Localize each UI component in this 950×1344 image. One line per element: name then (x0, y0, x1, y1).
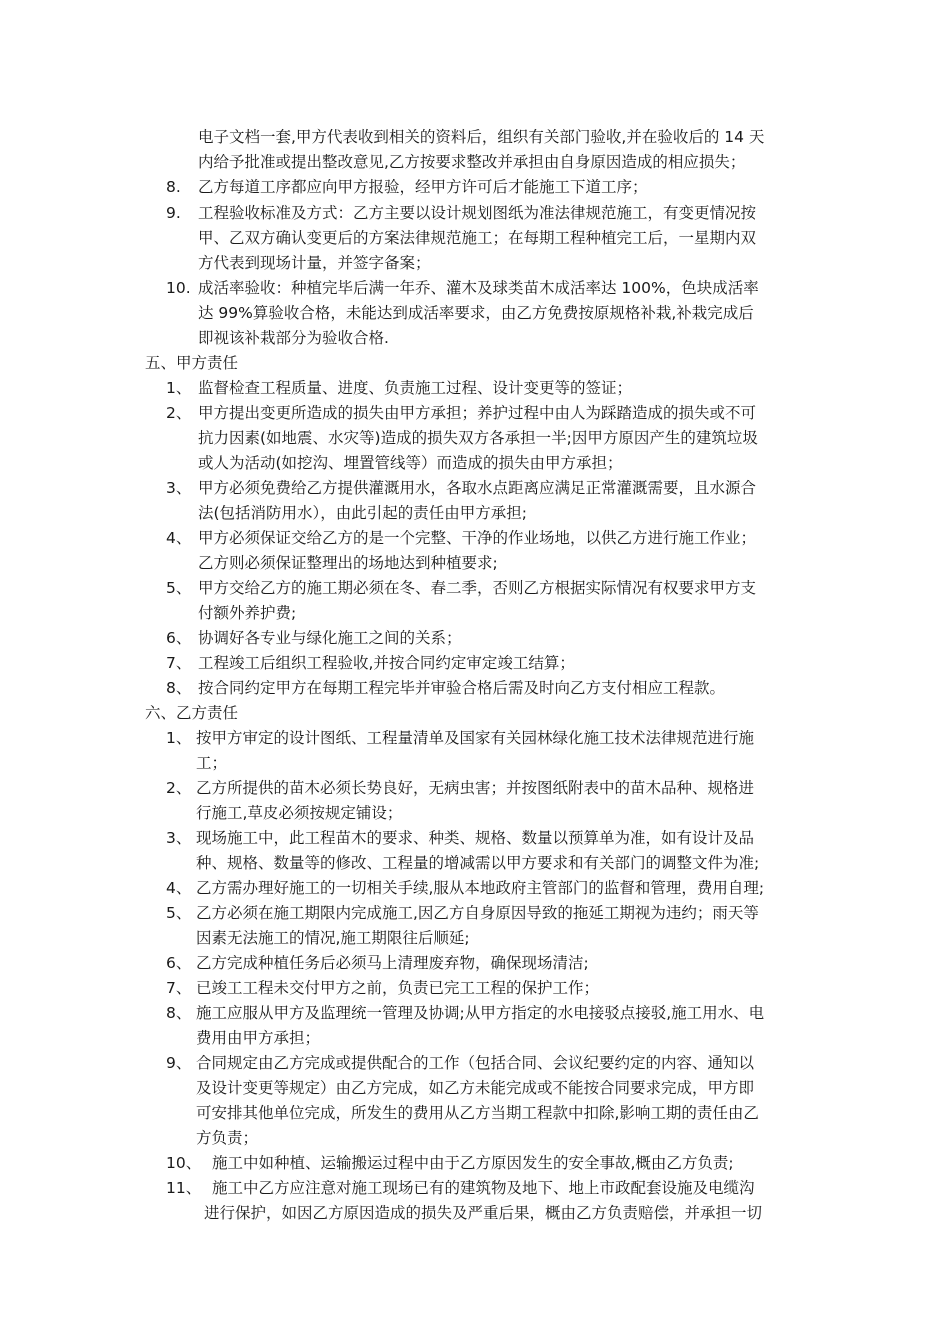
list-item-number: 9、 (166, 1054, 192, 1072)
list-item-text: 费用由甲方承担； (196, 1029, 321, 1047)
list-item-number: 10. (166, 279, 191, 297)
list-item-text: 施工中如种植、运输搬运过程中由于乙方原因发生的安全事故,概由乙方负责; (212, 1154, 734, 1172)
list-item-text: 行施工,草皮必须按规定铺设； (196, 804, 403, 822)
list-item-text: 工程验收标准及方式：乙方主要以设计规划图纸为准法律规范施工，有变更情况按 (198, 204, 757, 222)
list-item-text: 法(包括消防用水），由此引起的责任由甲方承担; (198, 504, 528, 522)
list-item-text: 工程竣工后组织工程验收,并按合同约定审定竣工结算； (198, 654, 575, 672)
list-item-text: 合同规定由乙方完成或提供配合的工作（包括合同、会议纪要约定的内容、通知以 (196, 1054, 755, 1072)
paragraph-line: 电子文档一套,甲方代表收到相关的资料后，组织有关部门验收,并在验收后的 14 天 (198, 128, 765, 146)
list-item-number: 4、 (166, 879, 192, 897)
list-item-text: 现场施工中，此工程苗木的要求、种类、规格、数量以预算单为准，如有设计及品 (196, 829, 755, 847)
list-item-text: 施工中乙方应注意对施工现场已有的建筑物及地下、地上市政配套设施及电缆沟 (212, 1179, 755, 1197)
list-item-number: 1、 (166, 379, 192, 397)
list-item-text: 进行保护，如因乙方原因造成的损失及严重后果，概由乙方负责赔偿，并承担一切 (204, 1204, 763, 1222)
list-item-text: 协调好各专业与绿化施工之间的关系； (198, 629, 462, 647)
list-item-text: 乙方完成种植任务后必须马上清理废弃物，确保现场清洁; (196, 954, 589, 972)
list-item-text: 甲方必须保证交给乙方的是一个完整、干净的作业场地，以供乙方进行施工作业； (198, 529, 757, 547)
list-item-number: 6、 (166, 629, 192, 647)
list-item-text: 甲方交给乙方的施工期必须在冬、春二季，否则乙方根据实际情况有权要求甲方支 (198, 579, 757, 597)
list-item-number: 7、 (166, 654, 192, 672)
list-item-number: 4、 (166, 529, 192, 547)
list-item-text: 种、规格、数量等的修改、工程量的增减需以甲方要求和有关部门的调整文件为准; (196, 854, 760, 872)
list-item-text: 因素无法施工的情况,施工期限往后顺延; (196, 929, 470, 947)
list-item-text: 及设计变更等规定）由乙方完成，如乙方未能完成或不能按合同要求完成，甲方即 (196, 1079, 755, 1097)
list-item-number: 8、 (166, 679, 192, 697)
list-item-text: 付额外养护费; (198, 604, 297, 622)
list-item-number: 3、 (166, 479, 192, 497)
list-item-text: 甲方提出变更所造成的损失由甲方承担；养护过程中由人为踩踏造成的损失或不可 (198, 404, 757, 422)
list-item-text: 可安排其他单位完成，所发生的费用从乙方当期工程款中扣除,影响工期的责任由乙 (196, 1104, 759, 1122)
list-item-text: 工； (196, 754, 228, 772)
list-item-number: 6、 (166, 954, 192, 972)
paragraph-line: 内给予批准或提出整改意见,乙方按要求整改并承担由自身原因造成的相应损失； (198, 153, 746, 171)
list-item-text: 或人为活动(如挖沟、埋置管线等）而造成的损失由甲方承担； (198, 454, 623, 472)
list-item-text: 监督检查工程质量、进度、负责施工过程、设计变更等的签证； (198, 379, 633, 397)
list-item-text: 方负责； (196, 1129, 259, 1147)
list-item-number: 1、 (166, 729, 192, 747)
list-item-text: 成活率验收：种植完毕后满一年乔、灌木及球类苗木成活率达 100%，色块成活率 (198, 279, 759, 297)
list-item-text: 甲、乙双方确认变更后的方案法律规范施工；在每期工程种植完工后，一星期内双 (198, 229, 757, 247)
list-item-text: 方代表到现场计量，并签字备案； (198, 254, 431, 272)
list-item-text: 乙方所提供的苗木必须长势良好，无病虫害；并按图纸附表中的苗木品种、规格进 (196, 779, 755, 797)
list-item-text: 乙方必须在施工期限内完成施工,因乙方自身原因导致的拖延工期视为违约；雨天等 (196, 904, 759, 922)
list-item-text: 抗力因素(如地震、水灾等)造成的损失双方各承担一半;因甲方原因产生的建筑垃圾 (198, 429, 758, 447)
list-item-number: 7、 (166, 979, 192, 997)
list-item-text: 甲方必须免费给乙方提供灌溉用水，各取水点距离应满足正常灌溉需要，且水源合 (198, 479, 757, 497)
list-item-number: 2、 (166, 779, 192, 797)
list-item-number: 5、 (166, 904, 192, 922)
list-item-number: 11、 (166, 1179, 202, 1197)
list-item-number: 9. (166, 204, 181, 222)
list-item-number: 10、 (166, 1154, 202, 1172)
list-item-number: 2、 (166, 404, 192, 422)
section-heading: 五、甲方责任 (145, 354, 239, 372)
list-item-number: 8. (166, 178, 181, 196)
list-item-number: 3、 (166, 829, 192, 847)
list-item-text: 按甲方审定的设计图纸、工程量清单及国家有关园林绿化施工技术法律规范进行施 (196, 729, 755, 747)
list-item-text: 即视该补栽部分为验收合格. (198, 329, 389, 347)
list-item-text: 施工应服从甲方及监理统一管理及协调;从甲方指定的水电接驳点接驳,施工用水、电 (196, 1004, 765, 1022)
section-heading: 六、乙方责任 (145, 704, 239, 722)
list-item-text: 达 99%算验收合格，未能达到成活率要求，由乙方免费按原规格补栽,补栽完成后 (198, 304, 754, 322)
list-item-text: 乙方需办理好施工的一切相关手续,服从本地政府主管部门的监督和管理，费用自理; (196, 879, 765, 897)
list-item-text: 按合同约定甲方在每期工程完毕并审验合格后需及时向乙方支付相应工程款。 (198, 679, 726, 697)
list-item-text: 乙方每道工序都应向甲方报验，经甲方许可后才能施工下道工序； (198, 178, 648, 196)
list-item-number: 8、 (166, 1004, 192, 1022)
list-item-text: 乙方则必须保证整理出的场地达到种植要求; (198, 554, 498, 572)
list-item-text: 已竣工工程未交付甲方之前，负责已完工工程的保护工作； (196, 979, 600, 997)
list-item-number: 5、 (166, 579, 192, 597)
